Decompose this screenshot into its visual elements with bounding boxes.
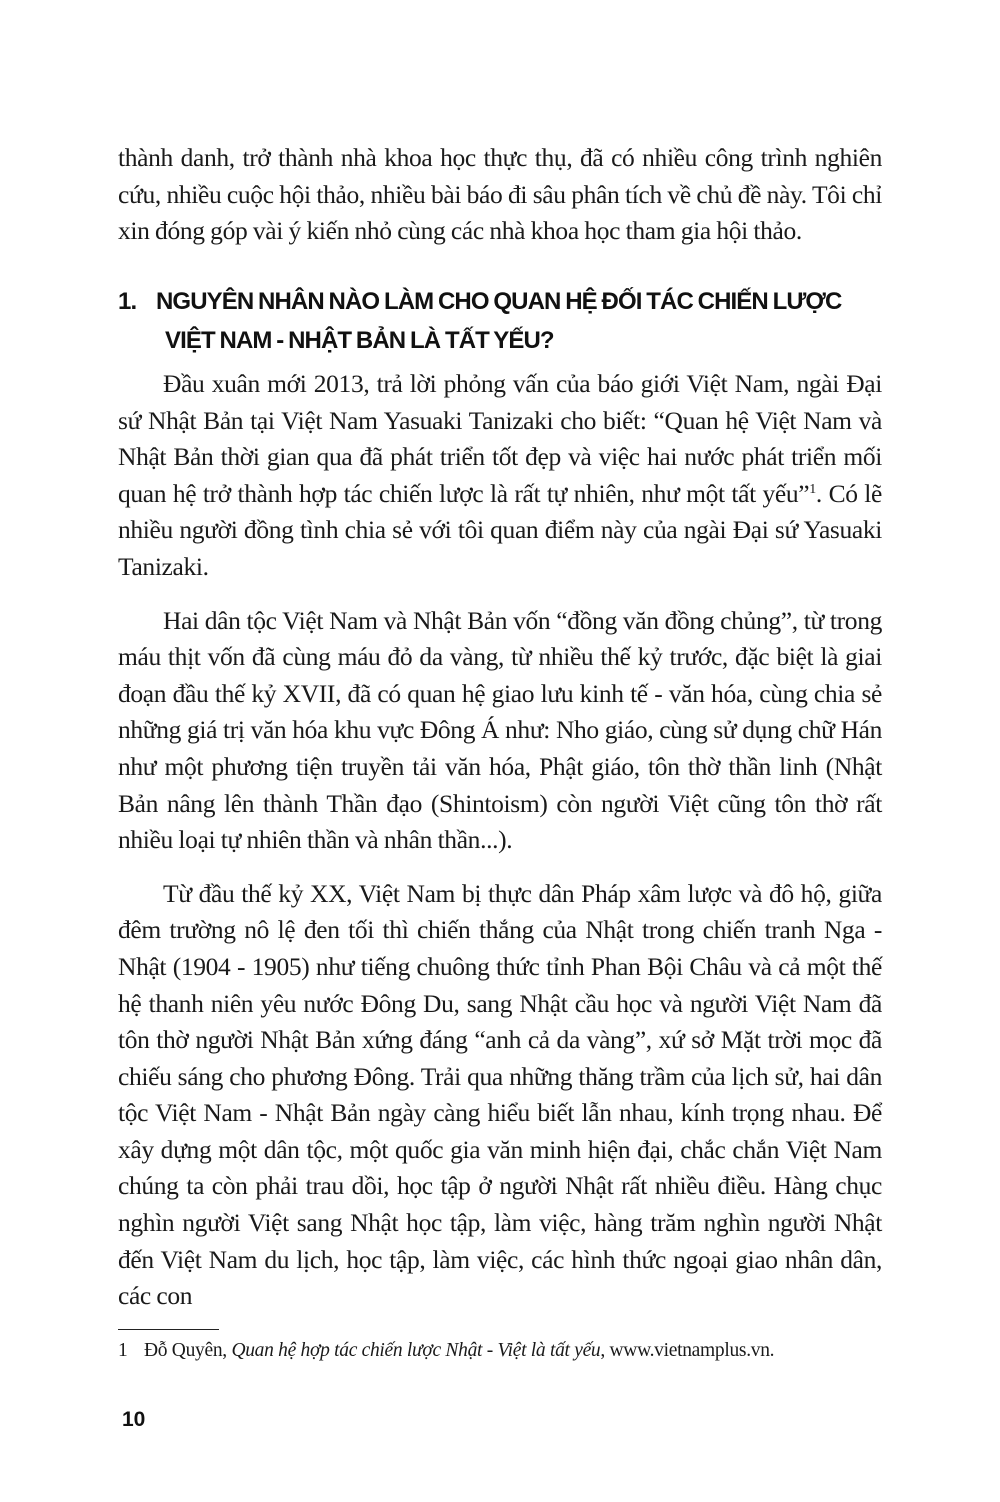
section-title-line1: NGUYÊN NHÂN NÀO LÀM CHO QUAN HỆ ĐỐI TÁC CHIẾN LƯỢC <box>156 288 842 315</box>
section-body <box>118 366 882 1332</box>
paragraph-1 <box>118 366 882 586</box>
footnote <box>118 1338 908 1364</box>
paragraph-3: Từ đầu thế kỷ XX, Việt Nam bị thực dân Pháp xâm lược và đô hộ, giữa đêm trường nô lệ đen tối thì chiến thắng của Nhật trong chiến tranh Nga - Nhật (1904 - 1905) như tiếng chuông thức tỉnh Phan Bội Châu và cả một thế hệ thanh niên yêu nước Đông Du, sang Nhật cầu học và người Việt Nam đã tôn thờ người Nhật Bản xứng đáng “anh cả da vàng”, xứ sở Mặt trời mọc đã chiếu sáng cho phương Đông. Trải qua những thăng trầm của lịch sử, hai dân tộc Việt Nam - Nhật Bản ngày càng hiểu biết lẫn nhau, kính trọng nhau. Để xây dựng một dân tộc, một quốc gia văn minh hiện đại, chắc chắn Việt Nam chúng ta còn phải trau dồi, học tập ở người Nhật rất nhiều điều. Hàng chục nghìn người Việt sang Nhật học tập, làm việc, hàng trăm nghìn người Nhật đến Việt Nam du lịch, học tập, làm việc, các hình thức ngoại giao nhân dân, các con <box>118 878 882 1311</box>
paragraph-1-text-cont: . Có lẽ nhiều người đồng tình chia sẻ với tôi quan điểm này của ngài Đại sứ Yasuaki Tanizaki. <box>118 478 882 581</box>
footnote-source: , www.vietnamplus.vn. <box>600 1340 775 1361</box>
section-number: 1. <box>118 288 137 315</box>
paragraph-2: Hai dân tộc Việt Nam và Nhật Bản vốn “đồng văn đồng chủng”, từ trong máu thịt vốn đã cùng máu đỏ da vàng, từ nhiều thế kỷ trước, đặc biệt là giai đoạn đầu thế kỷ XVII, đã có quan hệ giao lưu kinh tế - văn hóa, cùng chia sẻ những giá trị văn hóa khu vực Đông Á như: Nho giáo, cùng sử dụng chữ Hán như một phương tiện truyền tải văn hóa, Phật giáo, tôn thờ thần linh (Nhật Bản nâng lên thành Thần đạo (Shintoism) còn người Việt cũng tôn thờ rất nhiều loại tự nhiên thần và nhân thần...). <box>118 605 882 855</box>
footnote-divider <box>118 1329 219 1330</box>
section-heading-line1 <box>118 288 841 315</box>
footnote-reference[interactable]: 1 <box>809 481 816 497</box>
footnote-number: 1 <box>118 1340 128 1361</box>
footnote-title: Quan hệ hợp tác chiến lược Nhật - Việt là tất yếu <box>231 1340 601 1361</box>
section-heading <box>118 282 882 360</box>
page-number: 10 <box>122 1408 146 1431</box>
section-title-line2: VIỆT NAM - NHẬT BẢN LÀ TẤT YẾU? <box>165 327 554 354</box>
footnote-author: Đỗ Quyên, <box>144 1340 232 1361</box>
opening-paragraph: thành danh, trở thành nhà khoa học thực thụ, đã có nhiều công trình nghiên cứu, nhiều cuộc hội thảo, nhiều bài báo đi sâu phân tích về chủ đề này. Tôi chỉ xin đóng góp vài ý kiến nhỏ cùng các nhà khoa học tham gia hội thảo. <box>118 143 882 246</box>
paragraph-1-text: Đầu xuân mới 2013, trả lời phỏng vấn của báo giới Việt Nam, ngài Đại sứ Nhật Bản tại Việt Nam Yasuaki Tanizaki cho biết: “Quan hệ Việt Nam và Nhật Bản thời gian qua đã phát triển tốt đẹp và việc hai nước phát triển mối quan hệ trở thành hợp tác chiến lược là rất tự nhiên, như một tất yếu” <box>118 369 882 508</box>
